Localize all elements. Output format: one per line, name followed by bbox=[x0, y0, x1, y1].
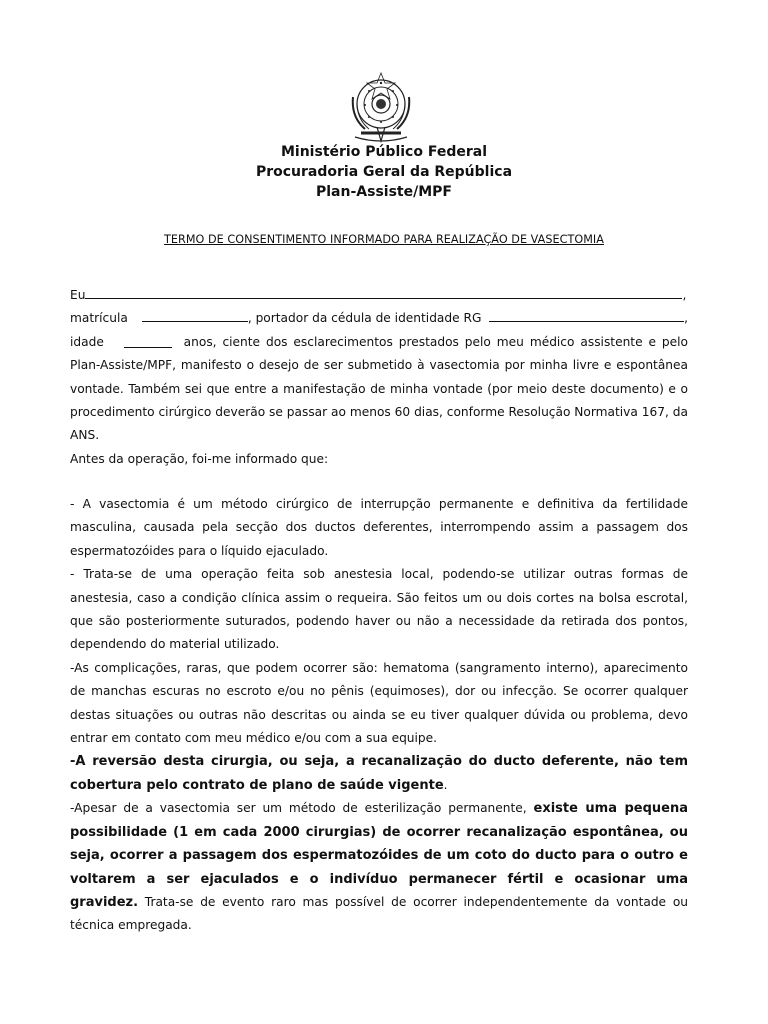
intro-section bbox=[70, 448, 688, 471]
item-vasectomy-definition: - A vasectomia é um método cirúrgico de interrupção permanente e definitiva da fertilidade masculina, causada pela secção dos ductos deferentes, interrompendo assim a passagem dos espermatozóides para o líquido ejaculado. bbox=[70, 497, 688, 558]
rg-field[interactable] bbox=[489, 307, 684, 322]
age-field[interactable] bbox=[124, 333, 172, 348]
consent-form-fields bbox=[70, 284, 688, 448]
item-complications: -As complicações, raras, que podem ocorrer são: hematoma (sangramento interno), aparecimento de manchas escuras no escroto e/ou no pênis (equimoses), dor ou infecção. Se ocorrer qualquer destas situações ou outras não descritas ou ainda se eu tiver qualquer dúvida ou problema, devo entrar em contato com meu médico e/ou com a sua equipe. bbox=[70, 660, 688, 746]
document-title: TERMO DE CONSENTIMENTO INFORMADO PARA REALIZAÇÃO DE VASECTOMIA bbox=[164, 233, 604, 246]
item-reversal-coverage: -A reversão desta cirurgia, ou seja, a recanalização do ducto deferente, não tem cobertura pelo contrato de plano de saúde vigente. bbox=[70, 754, 688, 793]
header-plan: Plan-Assiste/MPF bbox=[316, 184, 452, 200]
intro-text: Antes da operação, foi-me informado que: bbox=[70, 452, 329, 466]
rg-label: , portador da cédula de identidade RG bbox=[247, 311, 482, 326]
name-field[interactable] bbox=[85, 284, 682, 299]
item-anesthesia: - Trata-se de uma operação feita sob anestesia local, podendo-se utilizar outras formas de anestesia, caso a condição clínica assim o requeira. São feitos um ou dois cortes na bolsa escrotal, que são posteriormente suturados, podendo haver ou não a necessidade da retirada dos pontos, dependendo do material utilizado. bbox=[70, 567, 688, 652]
consent-statement: anos, ciente dos esclarecimentos prestados pelo meu médico assistente e pelo Plan-Assiste/MPF, manifesto o desejo de ser submetido à vasectomia por minha livre e espontânea vontade. Também sei que entre a manifestação de minha vontade (por meio deste documento) e o procedimento cirúrgico deverão se passar ao menos 60 dias, conforme Resolução Normativa 167, da ANS. bbox=[70, 334, 688, 443]
idade-label: idade bbox=[70, 334, 104, 349]
name-line: Eu , bbox=[70, 284, 688, 307]
coat-of-arms-seal bbox=[341, 67, 421, 147]
idade-paragraph bbox=[70, 331, 688, 448]
information-list bbox=[70, 493, 688, 938]
matricula-label: matrícula bbox=[70, 311, 128, 326]
header-institution: Ministério Público Federal bbox=[280, 144, 487, 160]
matricula-field[interactable] bbox=[142, 307, 248, 322]
header-department: Procuradoria Geral da República bbox=[255, 164, 513, 180]
matricula-line: matrícula , portador da cédula de identidade RG , bbox=[70, 307, 688, 330]
item-recanalization: -Apesar de a vasectomia ser um método de esterilização permanente, existe uma pequena possibilidade (1 em cada 2000 cirurgias) de ocorrer recanalização espontânea, ou seja, ocorrer a passagem dos espermatozóides de um coto do ducto para o outro e voltarem a ser ejaculados e o indivíduo permanecer fértil e ocasionar uma gravidez. Trata-se de evento raro mas possível de ocorrer independentemente da vontade ou técnica empregada. bbox=[70, 801, 688, 933]
eu-label: Eu bbox=[70, 288, 86, 302]
